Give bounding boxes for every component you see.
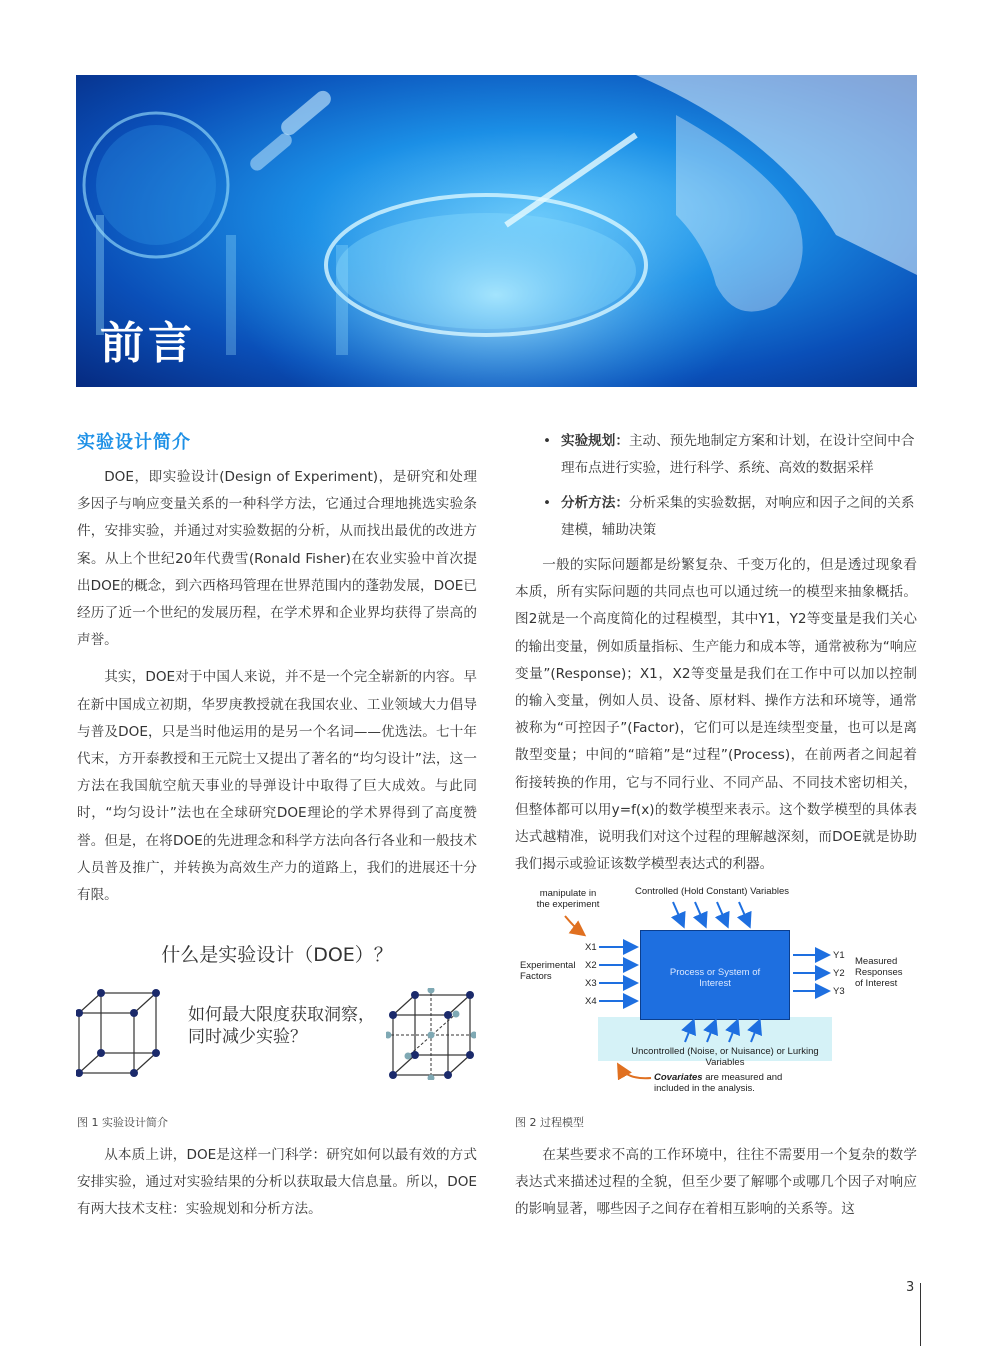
figure-1: [76, 940, 478, 1080]
hero-banner: [76, 75, 917, 387]
left-column: [77, 428, 477, 909]
measured-line3: of Interest: [855, 978, 898, 989]
process-box-line2: Interest: [699, 978, 731, 989]
list-item: [515, 490, 917, 544]
list-item: [515, 428, 917, 482]
bullet-term: 实验规划：: [561, 433, 629, 449]
figure-1-question-line1: 如何最大限度获取洞察，: [188, 1005, 375, 1025]
x1-label: X1: [585, 942, 597, 953]
x2-label: X2: [585, 960, 597, 971]
figure-2-caption: 图 2 过程模型: [515, 1116, 584, 1129]
covariates-term: Covariates: [654, 1072, 703, 1083]
factors-line1: Experimental: [520, 960, 576, 971]
y1-label: Y1: [833, 950, 845, 961]
pillar-list: [515, 428, 917, 544]
measured-line1: Measured: [855, 956, 898, 967]
bullet-term: 分析方法：: [561, 495, 629, 511]
figure-1-caption: 图 1 实验设计简介: [77, 1116, 168, 1129]
paragraph-significance: 在某些要求不高的工作环境中，往往不需要用一个复杂的数学表达式来描述过程的全貌，但至少要了解哪个或哪几个因子对响应的影响显著，哪些因子之间存在着相互影响的关系等。这: [515, 1147, 917, 1218]
paragraph-essence: 从本质上讲，DOE是这样一门科学：研究如何以最有效的方式安排实验，通过对实验结果的分析以获取最大信息量。所以，DOE有两大技术支柱：实验规划和分析方法。: [77, 1147, 477, 1218]
left-bottom-block: [77, 1142, 477, 1224]
covariates-line2: included in the analysis.: [654, 1083, 755, 1094]
figure-1-question-line2: 同时减少实验？: [188, 1027, 307, 1047]
process-arrows: [515, 880, 917, 1100]
right-column: [515, 428, 917, 878]
covariates-rest: are measured and: [702, 1072, 783, 1083]
page-divider: [920, 1283, 921, 1346]
paragraph-history: 其实，DOE对于中国人来说，并不是一个完全崭新的内容。早在新中国成立初期，华罗庚教授就在我国农业、工业领域大力倡导与普及DOE，只是当时他运用的是另一个名词——优选法。七十年代末，方开泰教授和王元院士又提出了著名的“均匀设计”法，这一方法在我国航空航天事业的导弹设计中取得了巨大成效。与此同时，“均匀设计”法也在全球研究DOE理论的学术界得到了高度赞誉。但是，在将DOE的先进理念和科学方法向各行各业和一般技术人员普及推广，并转换为高效生产力的道路上，我们的进展还十分有限。: [77, 669, 477, 904]
paragraph-intro: DOE，即实验设计(Design of Experiment)，是研究和处理多因子与响应变量关系的一种科学方法，它通过合理地挑选实验条件，安排实验，并通过对实验数据的分析，从而找出最优的改进方案。从上个世纪20年代费雪(Ronald Fisher)在农业实验中首次提出DOE的概念，到六西格玛管理在世界范围内的蓬勃发展，DOE已经历了近一个世纪的发展历程，在学术界和企业界均获得了崇高的声誉。: [77, 469, 477, 649]
bullet-text: 分析采集的实验数据，对响应和因子之间的关系建模，辅助决策: [561, 495, 915, 538]
figure-1-question: [188, 1004, 375, 1048]
paragraph-process-model: 一般的实际问题都是纷繁复杂、千变万化的，但是透过现象看本质，所有实际问题的共同点也可以通过统一的模型来抽象概括。图2就是一个高度简化的过程模型，其中Y1，Y2等变量是我们关心的输出变量，例如质量指标、生产能力和成本等，通常被称为“响应变量”(Response)；X1，X2等变量是我们在工作中可以加以控制的输入变量，例如人员、设备、原材料、操作方法和环境等，通常被称为“可控因子”(Factor)，它们可以是连续型变量，也可以是离散型变量；中间的“暗箱”是“过程”(Process)，在前两者之间起着衔接转换的作用，它与不同行业、不同产品、不同技术密切相关，但整体都可以用y=f(x)的数学模型来表示。这个数学模型的具体表达式越精准，说明我们对这个过程的理解越深刻，而DOE就是协助我们揭示或验证该数学模型表达式的利器。: [515, 557, 917, 873]
y3-label: Y3: [833, 986, 845, 997]
hero-title: 前言: [100, 318, 196, 369]
lab-illustration: [76, 75, 917, 387]
page-number: 3: [906, 1280, 915, 1295]
manipulate-line2: the experiment: [536, 899, 600, 910]
central-composite-cube-icon: [386, 988, 476, 1080]
section-title: 实验设计简介: [77, 432, 191, 453]
right-bottom-block: [515, 1142, 917, 1224]
measured-line2: Responses: [855, 967, 903, 978]
figure-1-title: 什么是实验设计（DOE）？: [161, 944, 393, 966]
y2-label: Y2: [833, 968, 845, 979]
factors-line2: Factors: [520, 971, 552, 982]
bullet-text: 主动、预先地制定方案和计划，在设计空间中合理布点进行实验，进行科学、系统、高效的数据采样: [561, 433, 915, 476]
noise-line2: Variables: [705, 1057, 745, 1068]
figure-2: [515, 880, 917, 1100]
full-factorial-cube-icon: [76, 988, 160, 1078]
controlled-label: Controlled (Hold Constant) Variables: [635, 886, 790, 897]
x4-label: X4: [585, 996, 597, 1007]
noise-line1: Uncontrolled (Noise, or Nuisance) or Lurking: [631, 1046, 819, 1057]
x3-label: X3: [585, 978, 597, 989]
process-box-line1: Process or System of: [669, 967, 761, 978]
manipulate-line1: manipulate in: [539, 888, 597, 899]
